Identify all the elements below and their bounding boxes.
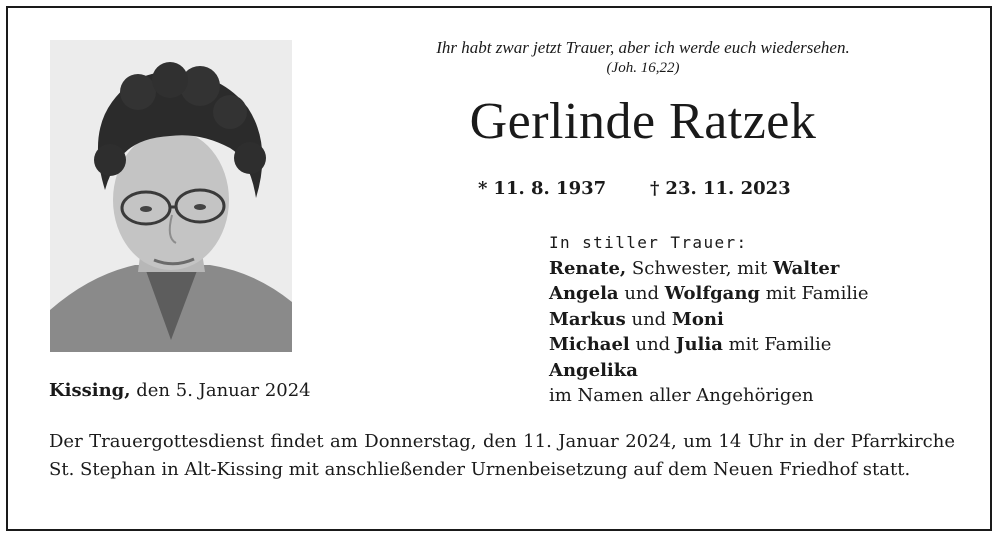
mourner-text: Schwester, mit xyxy=(626,257,773,279)
deceased-name: Gerlinde Ratzek xyxy=(469,93,817,150)
mourner-name: Walter xyxy=(772,257,840,279)
mourner-line xyxy=(549,332,869,358)
mourner-text: und xyxy=(618,283,665,304)
birth-date: 11. 8. 1937 xyxy=(493,178,607,199)
obituary-card xyxy=(6,6,992,531)
mourner-line xyxy=(549,281,869,307)
mourner-line xyxy=(549,256,869,282)
mourner-name: Angela xyxy=(549,283,619,304)
mourner-text: mit Familie xyxy=(722,334,832,355)
death-date: 23. 11. 2023 xyxy=(665,178,791,199)
birth-date-line xyxy=(478,178,606,199)
mourners-list xyxy=(549,230,869,409)
place-name: Kissing, xyxy=(49,380,131,401)
mourner-name: Michael xyxy=(549,334,630,355)
mourner-name: Angelika xyxy=(549,359,638,381)
mourner-line xyxy=(549,383,869,409)
mourner-text: und xyxy=(629,334,676,355)
cross-symbol: † xyxy=(650,178,660,199)
mourner-name: Wolfgang xyxy=(664,283,761,304)
portrait-photo xyxy=(50,40,292,352)
death-date-line xyxy=(650,178,791,199)
mourner-name: Markus xyxy=(549,308,626,330)
birth-symbol: * xyxy=(478,178,488,199)
mourner-name: Moni xyxy=(671,308,724,330)
bible-reference: (Joh. 16,22) xyxy=(606,60,680,76)
mourner-name: Julia xyxy=(675,334,723,355)
mourner-line xyxy=(549,358,869,384)
mourners-intro: In stiller Trauer: xyxy=(549,233,748,252)
place-date xyxy=(49,380,311,401)
mourner-name: Renate, xyxy=(549,257,627,279)
funeral-notice: Der Trauergottesdienst findet am Donnerstag, den 11. Januar 2024, um 14 Uhr in der Pfarrkirche St. Stephan in Alt-Kissing mit anschließender Urnenbeisetzung auf dem Neuen Friedhof statt. xyxy=(49,431,955,480)
bible-quote: Ihr habt zwar jetzt Trauer, aber ich werde euch wiedersehen. xyxy=(436,38,850,57)
mourner-text: mit Familie xyxy=(760,283,869,304)
announcement-date: den 5. Januar 2024 xyxy=(130,380,311,401)
mourner-line xyxy=(549,307,869,333)
mourner-text: im Namen aller Angehörigen xyxy=(549,385,814,406)
mourner-text: und xyxy=(625,308,672,330)
